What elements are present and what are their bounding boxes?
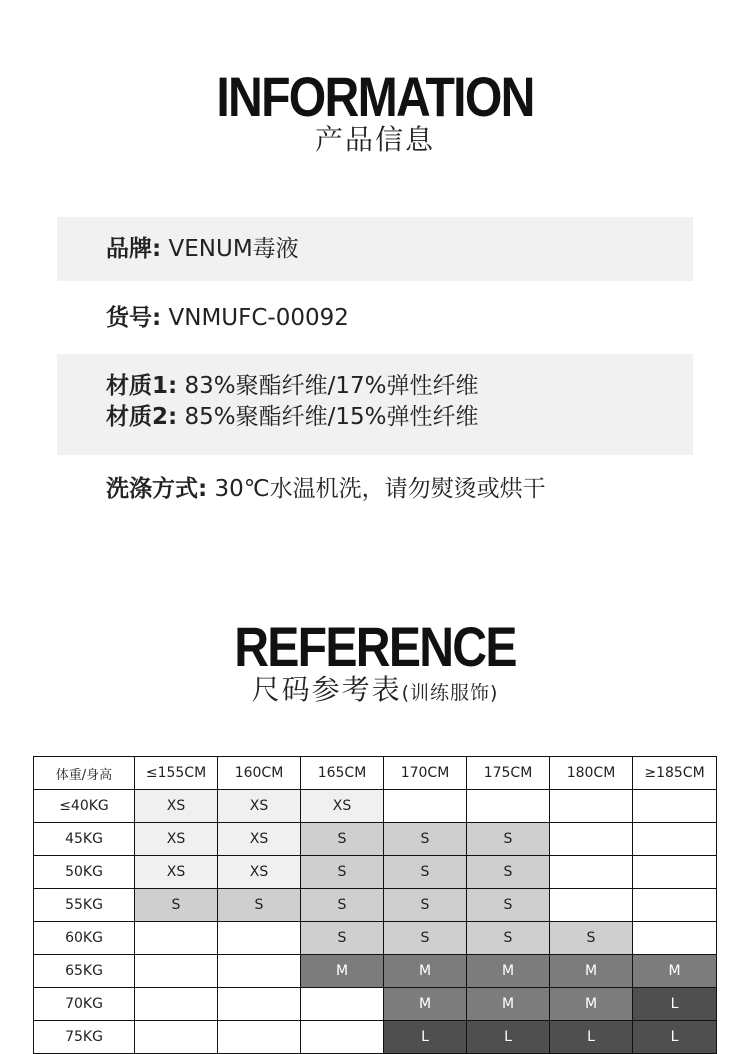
table-cell — [218, 922, 301, 955]
table-row — [34, 1021, 717, 1054]
table-cell: M — [550, 955, 633, 988]
table-header-row — [34, 757, 717, 790]
info-value: VNMUFC-00092 — [161, 305, 349, 331]
table-cell: XS — [135, 856, 218, 889]
table-cell: S — [384, 889, 467, 922]
info-row-sku — [57, 286, 693, 350]
table-cell: M — [384, 955, 467, 988]
table-cell: XS — [301, 790, 384, 823]
table-corner-header: 体重/身高 — [34, 757, 135, 790]
table-cell — [550, 856, 633, 889]
table-cell: XS — [135, 823, 218, 856]
table-cell — [301, 988, 384, 1021]
table-cell: M — [467, 988, 550, 1021]
info-row-washing — [57, 458, 693, 522]
table-row-header: 70KG — [34, 988, 135, 1021]
table-cell — [218, 955, 301, 988]
reference-subtitle-text: 尺码参考表 — [251, 673, 402, 706]
info-value: 85%聚酯纤维/15%弹性纤维 — [177, 404, 479, 430]
table-row — [34, 922, 717, 955]
table-cell: S — [467, 889, 550, 922]
table-cell — [633, 856, 717, 889]
table-cell — [633, 889, 717, 922]
table-row-header: 60KG — [34, 922, 135, 955]
info-line — [106, 371, 693, 402]
table-row — [34, 889, 717, 922]
table-cell: S — [550, 922, 633, 955]
table-column-header: 170CM — [384, 757, 467, 790]
table-column-header: 165CM — [301, 757, 384, 790]
table-cell: M — [467, 955, 550, 988]
table-cell: XS — [218, 790, 301, 823]
table-cell — [633, 922, 717, 955]
table-cell: S — [384, 823, 467, 856]
reference-subheading — [0, 668, 750, 712]
table-cell: S — [218, 889, 301, 922]
info-row-material — [57, 354, 693, 455]
table-row-header: 55KG — [34, 889, 135, 922]
table-cell — [633, 790, 717, 823]
info-label: 洗涤方式: — [106, 476, 208, 502]
table-cell: M — [384, 988, 467, 1021]
info-line — [106, 303, 693, 334]
table-cell: S — [384, 922, 467, 955]
table-cell: M — [633, 955, 717, 988]
table-cell — [550, 889, 633, 922]
table-cell — [135, 922, 218, 955]
info-row-brand — [57, 217, 693, 281]
table-cell — [218, 988, 301, 1021]
table-row — [34, 856, 717, 889]
table-row — [34, 988, 717, 1021]
table-cell — [218, 1021, 301, 1054]
table-cell — [135, 955, 218, 988]
table-row-header: 50KG — [34, 856, 135, 889]
table-column-header: 160CM — [218, 757, 301, 790]
info-value: 30℃水温机洗，请勿熨烫或烘干 — [207, 476, 546, 502]
table-cell: L — [550, 1021, 633, 1054]
table-cell: XS — [218, 856, 301, 889]
table-row-header: 75KG — [34, 1021, 135, 1054]
table-cell — [467, 790, 550, 823]
table-cell: XS — [135, 790, 218, 823]
info-label: 货号: — [106, 305, 162, 331]
table-row — [34, 823, 717, 856]
table-column-header: 180CM — [550, 757, 633, 790]
table-row — [34, 790, 717, 823]
table-row — [34, 955, 717, 988]
table-cell: M — [301, 955, 384, 988]
reference-heading: REFERENCE — [234, 615, 516, 678]
reference-subtitle-note: (训练服饰) — [401, 682, 499, 704]
table-row-header: 45KG — [34, 823, 135, 856]
table-row-header: 65KG — [34, 955, 135, 988]
table-column-header: ≤155CM — [135, 757, 218, 790]
info-line — [106, 402, 693, 433]
table-cell: XS — [218, 823, 301, 856]
table-row-header: ≤40KG — [34, 790, 135, 823]
table-cell: L — [633, 1021, 717, 1054]
table-cell — [550, 790, 633, 823]
table-cell — [301, 1021, 384, 1054]
info-line — [106, 474, 693, 505]
table-cell: L — [633, 988, 717, 1021]
table-column-header: ≥185CM — [633, 757, 717, 790]
table-cell — [135, 1021, 218, 1054]
table-cell: S — [384, 856, 467, 889]
information-heading: INFORMATION — [216, 65, 534, 128]
table-column-header: 175CM — [467, 757, 550, 790]
table-cell: L — [467, 1021, 550, 1054]
information-subheading: 产品信息 — [314, 123, 435, 156]
table-cell — [550, 823, 633, 856]
table-cell: S — [301, 922, 384, 955]
table-cell — [633, 823, 717, 856]
size-reference-table — [33, 756, 717, 1054]
table-cell: S — [467, 856, 550, 889]
info-label: 材质2: — [106, 404, 178, 430]
table-cell: S — [135, 889, 218, 922]
table-cell — [384, 790, 467, 823]
table-cell: S — [301, 856, 384, 889]
info-label: 材质1: — [106, 373, 178, 399]
table-cell — [135, 988, 218, 1021]
table-cell: M — [550, 988, 633, 1021]
info-value: VENUM毒液 — [161, 236, 299, 262]
table-cell: L — [384, 1021, 467, 1054]
table-cell: S — [467, 922, 550, 955]
info-label: 品牌: — [106, 236, 162, 262]
table-cell: S — [467, 823, 550, 856]
info-value: 83%聚酯纤维/17%弹性纤维 — [177, 373, 479, 399]
table-cell: S — [301, 823, 384, 856]
info-line — [106, 234, 693, 265]
table-cell: S — [301, 889, 384, 922]
